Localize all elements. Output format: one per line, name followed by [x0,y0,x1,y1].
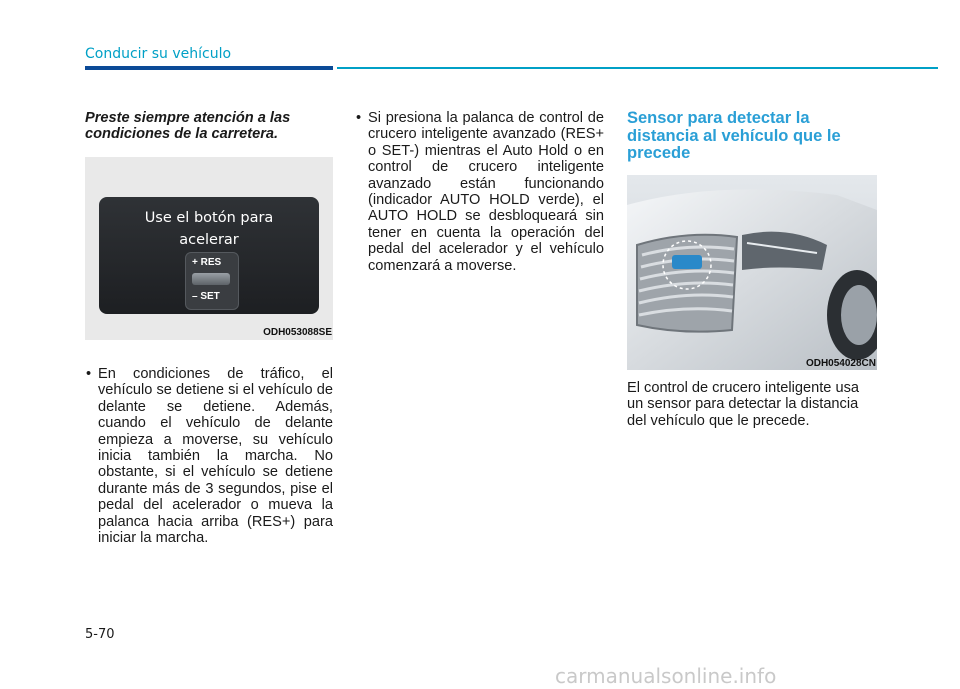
page-number: 5-70 [85,627,115,642]
switch-lever [192,273,230,285]
res-label: + RES [192,257,222,268]
column-3 [627,110,877,163]
bullet-traffic-conditions: • En condiciones de tráfico, el vehículo se detiene si el vehículo de delante se detiene. Además, cuando el vehículo de delante empieza a moverse, su vehículo inicia también la marcha. No obstante, si el vehículo se detiene durante más de 3 segundos, pise el pedal del acelerador o mueva la palanca hacia arriba (RES+) para iniciar la marcha. [85,366,333,546]
column-1-bullet [85,366,333,546]
column-1 [85,110,333,143]
figure-code: ODH054028CN [805,358,876,369]
display-line-2: acelerar [179,232,239,248]
figure-acc-display [85,157,333,340]
car-front-illustration [627,175,877,370]
header-rule-dark [85,66,333,70]
radar-sensor-icon [672,255,702,269]
figure-front-sensor [627,175,877,370]
set-label: – SET [192,291,220,302]
figure-code: ODH053088SE [263,327,332,338]
watermark: carmanualsonline.info [555,664,777,688]
column-3-paragraph [627,380,877,429]
lead-warning-text: Preste siempre atención a las condiciones de la carretera. [85,110,291,143]
display-message [99,207,319,251]
sensor-description: El control de crucero inteligente usa un sensor para detectar la distancia del vehículo que le precede. [627,380,860,429]
header-rule-light [337,67,938,69]
res-set-switch-icon [185,252,239,310]
section-header-title: Conducir su vehículo [85,46,232,62]
bullet-auto-hold: • Si presiona la palanca de control de crucero inteligente avanzado (RES+ o SET-) mientras el Auto Hold o en control de crucero inteligente avanzado están funcionando (indicador AUTO HOLD verde), el AUTO HOLD se desbloqueará sin tener en cuenta la operación del pedal del acelerador y el vehículo comenzará a moverse. [355,110,604,274]
display-line-1: Use el botón para [144,210,274,226]
section-title: Sensor para detectar la distancia al vehículo que le precede [627,109,841,162]
column-2 [355,110,604,274]
cluster-display [99,197,319,314]
